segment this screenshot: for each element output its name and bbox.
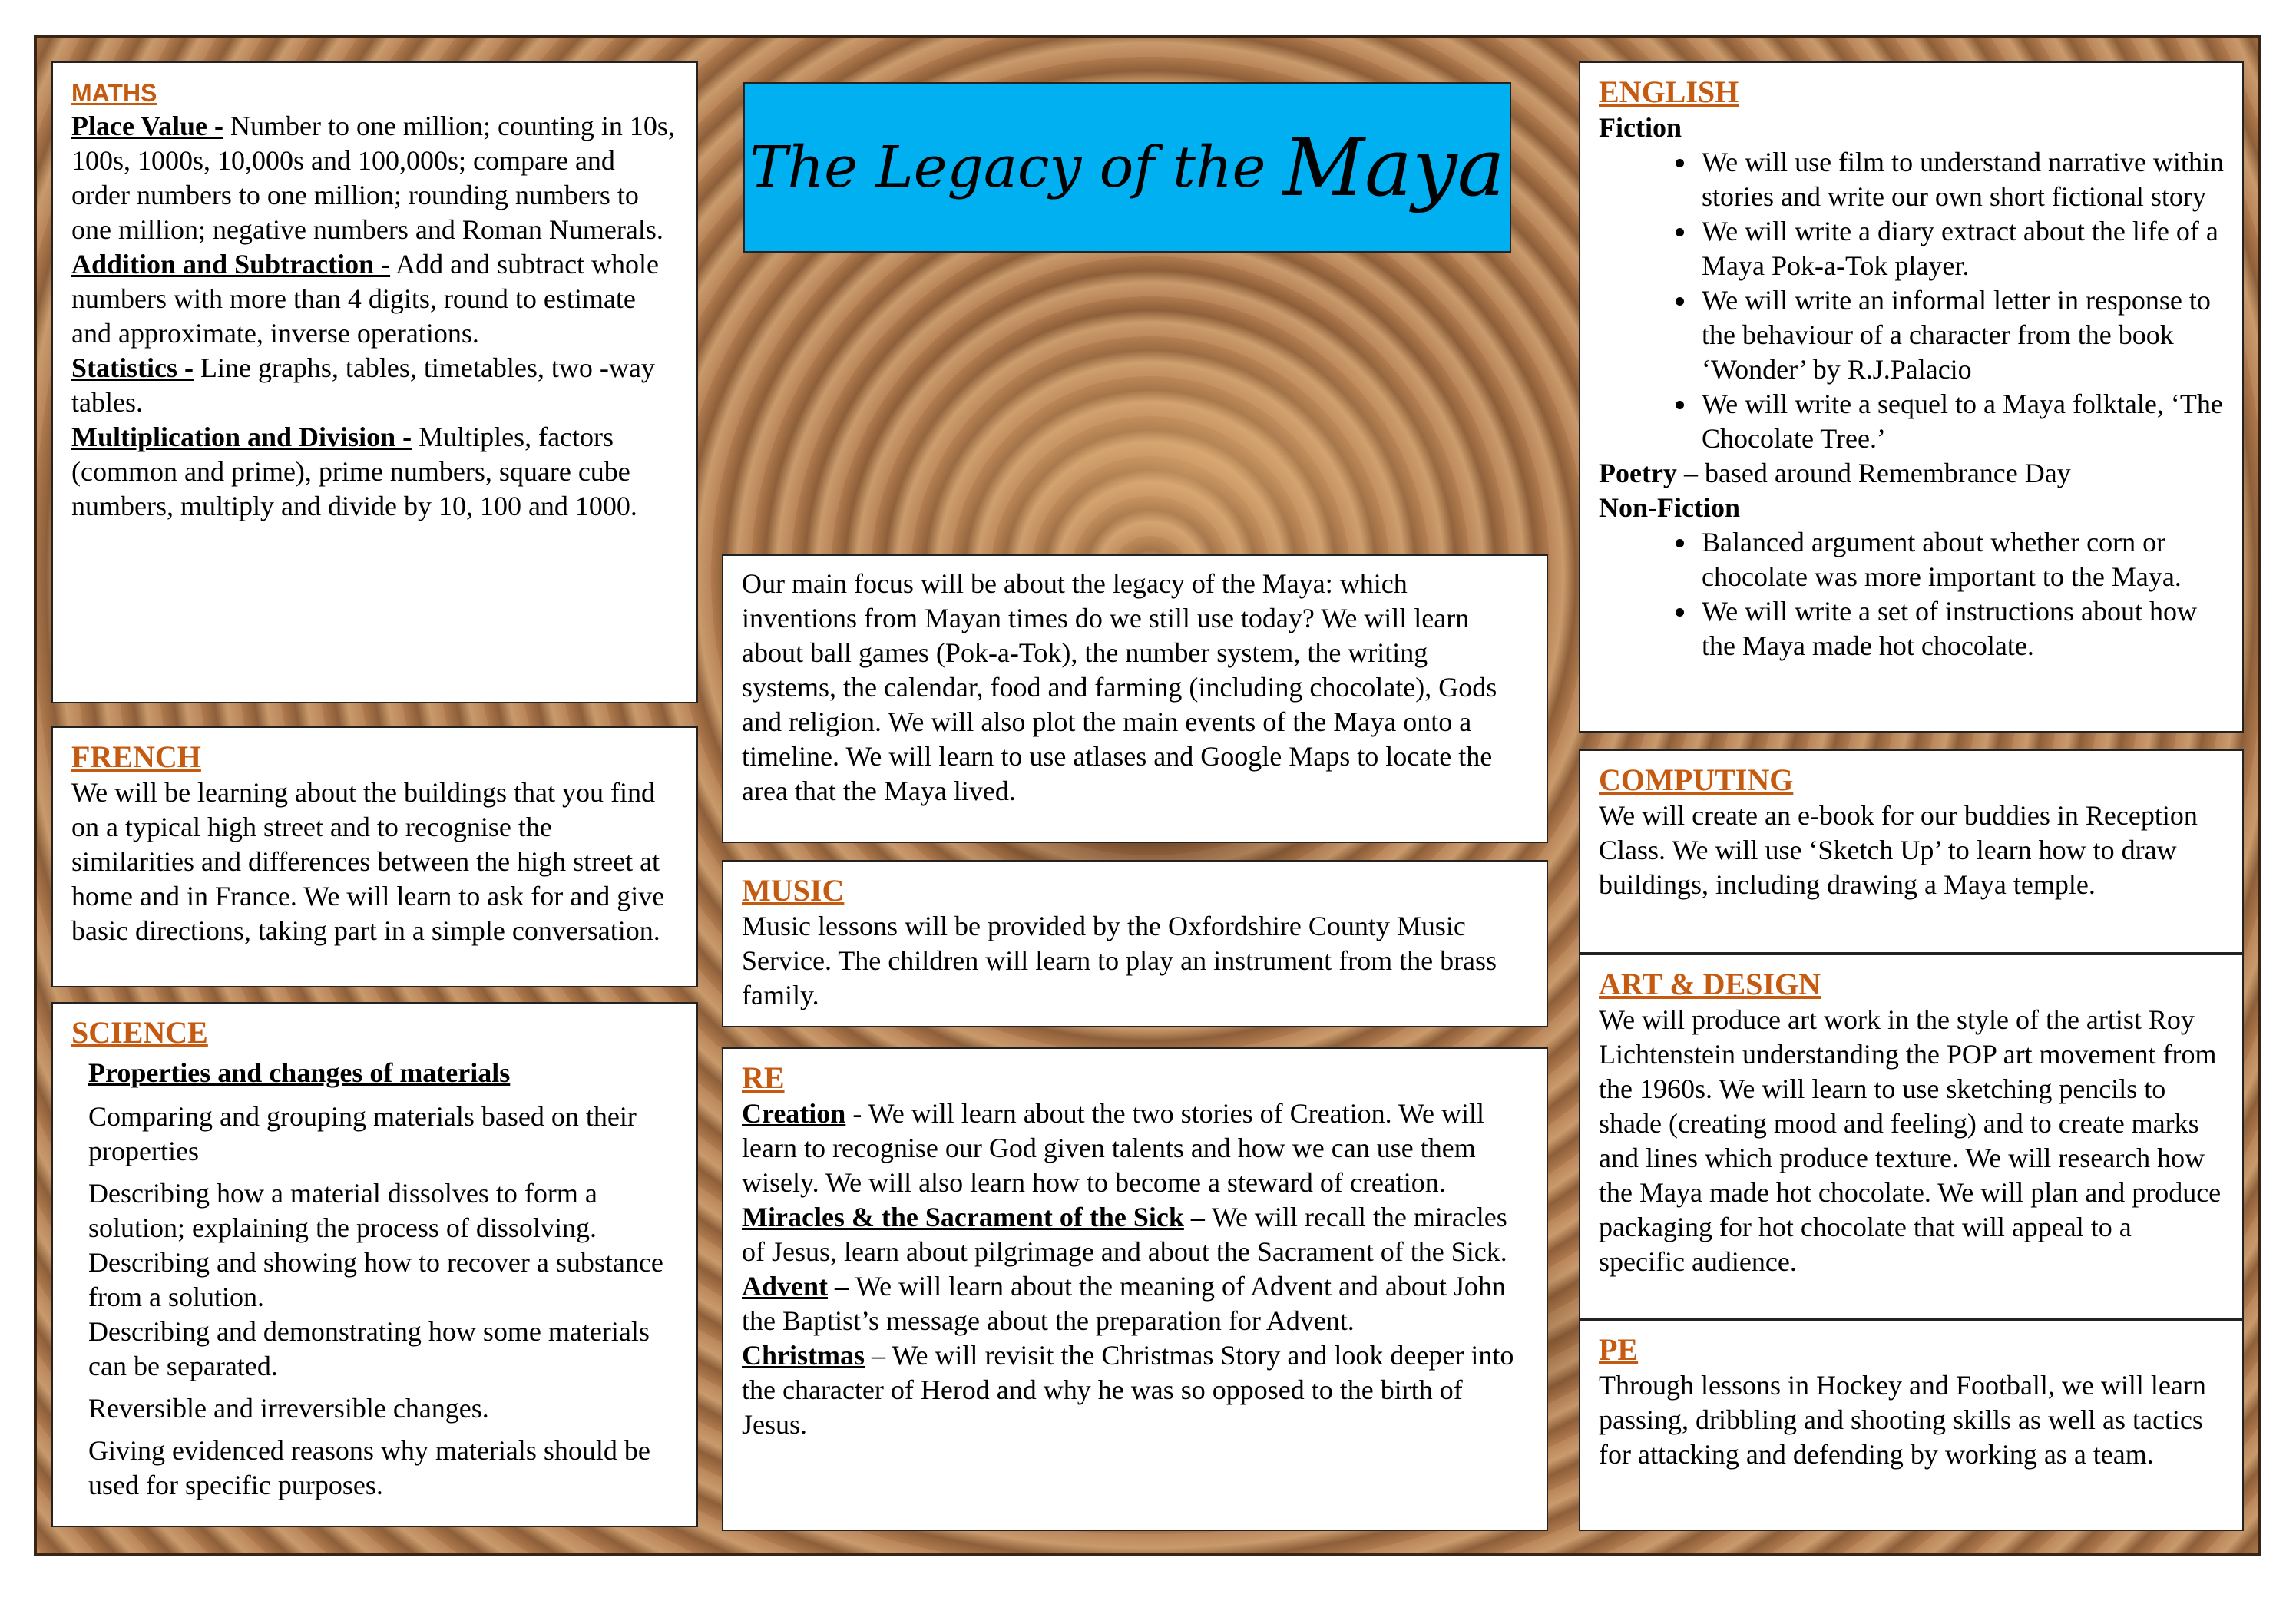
maths-item: Addition and Subtraction - Add and subtract whole numbers with more than 4 digits, round to estimate and approximate, inverse operations. xyxy=(71,249,660,349)
pe-panel xyxy=(1579,1319,2244,1531)
list-item: • We will write a sequel to a Maya folktale, ‘The Chocolate Tree.’ xyxy=(1697,387,2224,456)
art-heading: ART & DESIGN xyxy=(1599,967,1821,1001)
science-panel xyxy=(51,1002,698,1527)
re-heading: RE xyxy=(742,1060,785,1095)
list-item: • We will write an informal letter in response to the behaviour of a character from the book ‘Wonder’ by R.J.Palacio xyxy=(1697,283,2224,387)
re-item: Christmas – We will revisit the Christmas Story and look deeper into the character of Herod and why he was so opposed to the birth of Jesus. xyxy=(742,1340,1514,1440)
english-nonfiction-list xyxy=(1599,525,2224,663)
french-text: We will be learning about the buildings that you find on a typical high street and to recognise the similarities and differences between the high street at home and in France. We will learn to ask for and give basic directions, taking part in a simple conversation. xyxy=(71,777,665,946)
art-panel xyxy=(1579,954,2244,1319)
english-panel xyxy=(1579,61,2244,733)
music-text: Music lessons will be provided by the Oxfordshire County Music Service. The children will learn to play an instrument from the brass family. xyxy=(742,911,1497,1010)
science-item: Reversible and irreversible changes. xyxy=(88,1393,489,1424)
maths-heading: MATHS xyxy=(71,79,157,107)
re-item: Advent – We will learn about the meaning of Advent and about John the Baptist’s message about the preparation for Advent. xyxy=(742,1271,1506,1336)
computing-panel xyxy=(1579,749,2244,954)
re-item: Miracles & the Sacrament of the Sick – We will recall the miracles of Jesus, learn about pilgrimage and about the Sacrament of the Sick. xyxy=(742,1202,1507,1267)
computing-text: We will create an e-book for our buddies in Reception Class. We will use ‘Sketch Up’ to learn how to draw buildings, including drawing a Maya temple. xyxy=(1599,800,2198,900)
list-item: • We will write a set of instructions about how the Maya made hot chocolate. xyxy=(1697,594,2224,663)
science-item: Giving evidenced reasons why materials should be used for specific purposes. xyxy=(88,1435,650,1500)
maths-panel xyxy=(51,61,698,703)
re-item: Creation - We will learn about the two stories of Creation. We will learn to recognise our God given talents and how we can use them wisely. We will also learn how to become a steward of creation. xyxy=(742,1098,1485,1198)
maths-item: Place Value - Number to one million; counting in 10s, 100s, 1000s, 10,000s and 100,000s; compare and order numbers to one million; rounding numbers to one million; negative numbers and Roman Numerals. xyxy=(71,111,675,245)
english-fiction-label: Fiction xyxy=(1599,112,1682,143)
list-item: • We will write a diary extract about the life of a Maya Pok-a-Tok player. xyxy=(1697,214,2224,283)
page-title-banner xyxy=(743,82,1511,253)
art-text: We will produce art work in the style of the artist Roy Lichtenstein understanding the POP art movement from the 1960s. We will learn to use sketching pencils to shade (creating mood and feeling) and to create marks and lines which produce texture. We will research how the Maya made hot chocolate. We will plan and produce packaging for hot chocolate that will appeal to a specific audience. xyxy=(1599,1004,2222,1277)
english-fiction-list xyxy=(1599,145,2224,456)
list-item: • We will use film to understand narrative within stories and write our own short fictional story xyxy=(1697,145,2224,214)
english-poetry: Poetry – based around Remembrance Day xyxy=(1599,458,2071,488)
pe-text: Through lessons in Hockey and Football, we will learn passing, dribbling and shooting skills as well as tactics for attacking and defending by working as a team. xyxy=(1599,1370,2206,1470)
intro-text: Our main focus will be about the legacy of the Maya: which inventions from Mayan times do we still use today? We will learn about ball games (Pok-a-Tok), the number system, the writing systems, the calendar, food and farming (including chocolate), Gods and religion. We will also plot the main events of the Maya onto a timeline. We will learn to use atlases and Google Maps to locate the area that the Maya lived. xyxy=(742,568,1497,806)
science-item: Describing and showing how to recover a substance from a solution. xyxy=(88,1247,663,1312)
page-title-main: Maya xyxy=(1282,121,1505,214)
english-nonfiction-label: Non-Fiction xyxy=(1599,492,1740,523)
science-item: Comparing and grouping materials based on their properties xyxy=(88,1101,637,1166)
french-heading: FRENCH xyxy=(71,739,201,774)
computing-heading: COMPUTING xyxy=(1599,762,1794,797)
french-panel xyxy=(51,726,698,987)
science-item: Describing and demonstrating how some materials can be separated. xyxy=(88,1316,650,1381)
english-heading: ENGLISH xyxy=(1599,74,1739,109)
page-title-prefix: The Legacy of the xyxy=(749,134,1266,200)
maths-item: Multiplication and Division - Multiples, factors (common and prime), prime numbers, square cube numbers, multiply and divide by 10, 100 and 1000. xyxy=(71,422,637,521)
science-item: Describing how a material dissolves to form a solution; explaining the process of dissolving. xyxy=(88,1178,597,1243)
music-heading: MUSIC xyxy=(742,873,845,908)
science-heading: SCIENCE xyxy=(71,1015,208,1050)
intro-panel xyxy=(722,554,1548,843)
science-subheading: Properties and changes of materials xyxy=(88,1057,511,1088)
pe-heading: PE xyxy=(1599,1332,1639,1367)
list-item: • Balanced argument about whether corn or chocolate was more important to the Maya. xyxy=(1697,525,2224,594)
re-panel xyxy=(722,1047,1548,1531)
music-panel xyxy=(722,860,1548,1027)
maths-item: Statistics - Line graphs, tables, timetables, two -way tables. xyxy=(71,352,655,418)
